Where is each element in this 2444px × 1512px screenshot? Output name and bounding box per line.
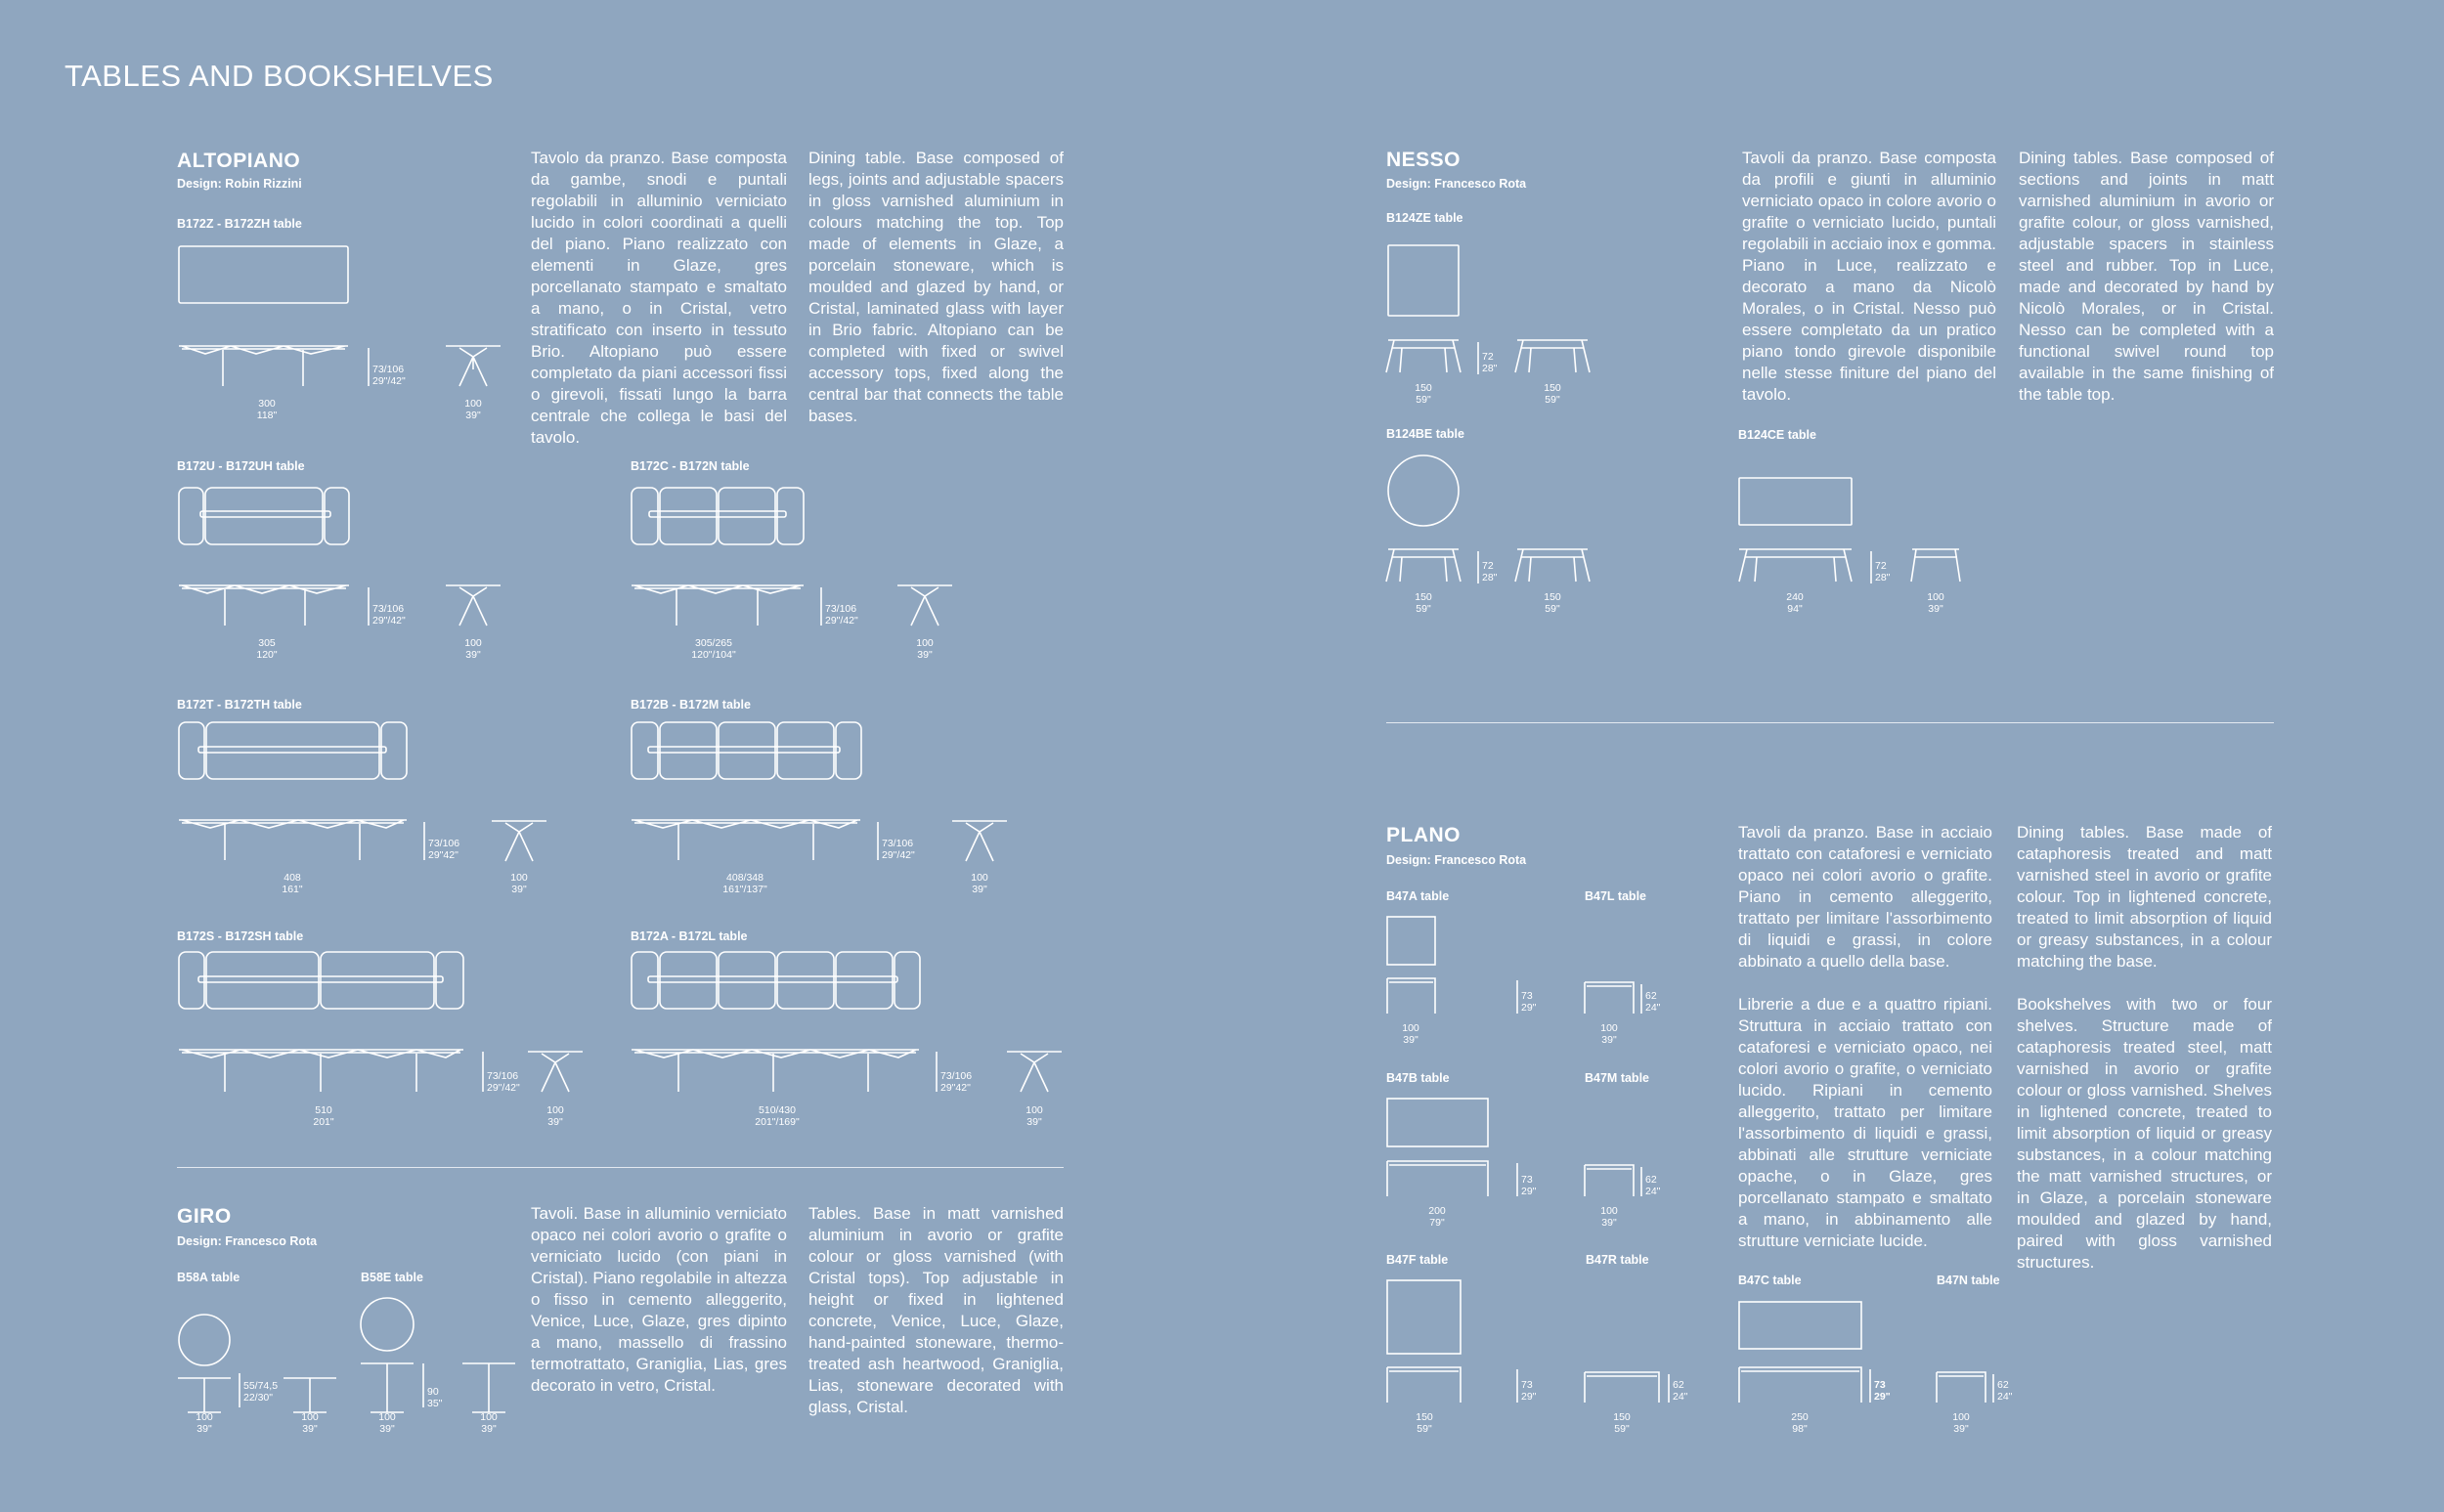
drawing-b172t-top — [179, 722, 407, 779]
description-altopiano-en: Dining table. Base composed of legs, joints and adjustable spacers in gloss varnished aluminium in colours matching the top. Top made of elements in Glaze, a porcelain stoneware, which is moulded and glazed by hand, or Cristal, laminated glass with layer in Brio fabric. Altopiano can be completed with fixed or swivel accessory tops, fixed along the central bar that connects the table bases. — [808, 149, 1064, 425]
section-title-giro: GIRO — [177, 1205, 232, 1228]
description-altopiano-it: Tavolo da pranzo. Base composta da gambe, snodi e puntali regolabili in alluminio verniciato lucido in colori coordinati a quelli del piano. Piano realizzato con elementi in Glaze, gres porcellanato stampato e smaltato a mano, o in Cristal, vetro stratificato con inserto in tessuto Brio. Altopiano può essere completato da piani accessori fissi o girevoli, fissati lungo la barra centrale che collega le basi del tavolo. — [531, 149, 787, 447]
dimension-height: 72 28" — [1482, 351, 1498, 374]
dimension-depth: 100 39" — [464, 637, 482, 661]
dimension-height: 73 29" — [1521, 1174, 1537, 1197]
drawing-b47l — [1585, 982, 1641, 1014]
drawing-b172t-side — [179, 820, 546, 861]
dimension-height: 62 24" — [1673, 1379, 1688, 1403]
drawing-b47c — [1739, 1302, 1870, 1403]
dimension-width: 510 201" — [313, 1104, 334, 1128]
drawing-b172b-top — [632, 722, 861, 779]
designer-altopiano: Design: Robin Rizzini — [177, 177, 302, 191]
table-label-b172t: B172T - B172TH table — [177, 698, 302, 712]
dimension-height: 73/106 29"/42" — [825, 603, 858, 626]
dimension-height: 73 29" — [1874, 1379, 1891, 1403]
dimension-height: 73/106 29"42" — [428, 838, 460, 861]
dimension-depth: 150 59" — [1544, 591, 1561, 615]
table-label-b172c: B172C - B172N table — [631, 459, 750, 473]
dimension-width: 100 39" — [1600, 1205, 1618, 1229]
drawing-b47m — [1585, 1165, 1641, 1196]
drawing-b172c-top — [632, 488, 804, 544]
dimension-depth: 150 59" — [1544, 382, 1561, 406]
dimension-width: 408/348 161"/137" — [722, 872, 767, 895]
dimension-depth: 100 39" — [1026, 1104, 1043, 1128]
drawing-b172z-side — [179, 346, 501, 386]
dimension-height: 73/106 29"/42" — [882, 838, 915, 861]
drawing-b172s-top — [179, 952, 463, 1009]
table-label-b47b: B47B table — [1386, 1071, 1450, 1085]
dimension-depth: 100 39" — [1927, 591, 1944, 615]
dimension-width: 150 59" — [1416, 1411, 1433, 1435]
dimension-depth: 100 39" — [301, 1411, 319, 1435]
drawing-b47b — [1387, 1099, 1517, 1196]
dimension-width: 250 98" — [1791, 1411, 1809, 1435]
description-giro-it: Tavoli. Base in alluminio verniciato opaco nei colori avorio o grafite o verniciato lucido (con piani in Cristal). Piano regolabile in altezza o fisso in cemento alleggerito, Venice, Luce, Glaze, gres dipinto a mano, massello di frassino termotrattato, Graniglia, Lias, gres decorato in vetro, Cristal. — [531, 1204, 787, 1395]
table-label-b47n: B47N table — [1937, 1274, 2000, 1287]
dimension-width: 100 39" — [378, 1411, 396, 1435]
table-label-b172u: B172U - B172UH table — [177, 459, 305, 473]
dimension-height: 72 28" — [1875, 560, 1891, 583]
section-divider — [177, 1167, 1064, 1168]
dimension-height: 72 28" — [1482, 560, 1498, 583]
section-divider — [1386, 722, 2274, 723]
dimension-height: 73/106 29"/42" — [372, 603, 406, 626]
drawing-b172z-top — [179, 246, 348, 303]
drawing-b172u-side — [179, 585, 501, 626]
section-title-nesso: NESSO — [1386, 149, 1462, 171]
description-nesso-it: Tavoli da pranzo. Base composta da profili e giunti in alluminio verniciato opaco in colore avorio o grafite o verniciato lucido, puntali regolabili in acciaio inox e gomma. Piano in Luce, realizzato e decorato a mano da Nicolò Morales, o in Cristal. Nesso può essere completato da un pratico piano tondo girevole disponibile nelle stesse finiture del piano del tavolo. — [1742, 149, 1996, 404]
designer-nesso: Design: Francesco Rota — [1386, 177, 1527, 191]
dimension-depth: 100 39" — [480, 1411, 498, 1435]
table-label-b47r: B47R table — [1586, 1253, 1649, 1267]
dimension-height: 90 35" — [427, 1386, 443, 1409]
dimension-height: 73/106 29"/42" — [372, 364, 406, 387]
dimension-height: 73/106 29"42" — [940, 1070, 973, 1094]
dimension-depth: 100 39" — [464, 398, 482, 421]
table-label-b47f: B47F table — [1386, 1253, 1449, 1267]
table-label-b47m: B47M table — [1585, 1071, 1649, 1085]
dimension-height: 62 24" — [1997, 1379, 2013, 1403]
table-label-b124ze: B124ZE table — [1386, 211, 1463, 225]
drawing-b172u-top — [179, 488, 349, 544]
designer-giro: Design: Francesco Rota — [177, 1234, 318, 1248]
dimension-width: 150 59" — [1415, 382, 1432, 406]
description-plano-en: Dining tables. Base made of cataphoresis treated and matt varnished steel in avorio or grafite colour. Top in lightened concrete, treated to limit absorption of liquid or greasy substances, in a colour matching the base. Bookshelves with two or four shelves. Structure made of cataphoresis treated steel, matt varnished in avorio or grafite colour or gloss varnished. Shelves in lightened concrete, treated to limit absorption of liquid or greasy substances, in a colour matching the matt varnished structures, or in Glaze, a porcelain stoneware moulded and glazed by hand, paired with gloss varnished structures. — [2017, 823, 2272, 1272]
drawing-b172a-side — [632, 1050, 1062, 1092]
dimension-height: 73 29" — [1521, 1379, 1537, 1403]
drawing-b172b-side — [632, 820, 1007, 861]
dimension-depth: 100 39" — [916, 637, 934, 661]
drawing-b172c-side — [632, 585, 952, 626]
drawing-b172a-top — [632, 952, 920, 1009]
drawing-b124ce — [1739, 478, 1960, 583]
section-title-altopiano: ALTOPIANO — [177, 150, 301, 172]
dimension-width: 200 79" — [1428, 1205, 1446, 1229]
dimension-depth: 100 39" — [971, 872, 988, 895]
dimension-depth: 100 39" — [510, 872, 528, 895]
dimension-width: 305 120" — [256, 637, 278, 661]
table-label-b172z: B172Z - B172ZH table — [177, 217, 302, 231]
page-title: TABLES AND BOOKSHELVES — [65, 59, 494, 93]
drawing-b47a — [1387, 917, 1517, 1014]
dimension-height: 55/74,5 22/30" — [243, 1380, 279, 1404]
dimension-height: 73/106 29"/42" — [487, 1070, 520, 1094]
dimension-width: 150 59" — [1415, 591, 1432, 615]
dimension-depth: 100 39" — [546, 1104, 564, 1128]
description-giro-en: Tables. Base in matt varnished aluminium in avorio or grafite colour or gloss varnished (with Cristal tops). Top adjustable in height or fixed in lightened concrete, Venice, Luce, Glaze, hand-painted stoneware, thermo-treated ash heartwood, Graniglia, Lias, stoneware decorated with glass, Cristal. — [808, 1204, 1064, 1416]
dimension-width: 240 94" — [1786, 591, 1804, 615]
dimension-width: 100 39" — [1600, 1022, 1618, 1046]
description-plano-it: Tavoli da pranzo. Base in acciaio trattato con cataforesi e verniciato opaco nei colori avorio o grafite. Piano in cemento alleggerito, trattato per limitare l'assorbimento di liquidi e grassi, in colore abbinato a quello della base. Librerie a due e a quattro ripiani. Struttura in acciaio trattato con cataforesi e verniciato opaco, nei colori avorio o grafite, o verniciato lucido. Ripiani in cemento alleggerito, trattato per limitare l'assorbimento di liquidi e grassi, abbinati alle strutture verniciate opache, o in Glaze, gres porcellanato stampato e smaltato a mano, in abbinamento alle strutture verniciate lucide. — [1738, 823, 1992, 1250]
dimension-width: 100 39" — [1952, 1411, 1970, 1435]
dimension-width: 408 161" — [282, 872, 303, 895]
table-label-b124ce: B124CE table — [1738, 428, 1816, 442]
designer-plano: Design: Francesco Rota — [1386, 853, 1527, 867]
dimension-height: 73 29" — [1521, 990, 1537, 1014]
dimension-width: 100 39" — [1402, 1022, 1419, 1046]
table-label-b58e: B58E table — [361, 1271, 423, 1284]
drawing-b47n — [1937, 1372, 1993, 1403]
dimension-width: 150 59" — [1613, 1411, 1631, 1435]
drawing-b47r — [1585, 1372, 1669, 1403]
drawing-b172s-side — [179, 1050, 583, 1092]
dimension-width: 100 39" — [196, 1411, 213, 1435]
table-label-b124be: B124BE table — [1386, 427, 1464, 441]
description-nesso-en: Dining tables. Base composed of sections and joints in matt varnished aluminium in avorio or grafite colour, or gloss varnished, adjustable spacers in stainless steel and rubber. Top in Luce, made and decorated by hand by Nicolò Morales, or in Cristal. Nesso can be completed with a functional swivel round top available in the same finishing of the table top. — [2019, 149, 2274, 404]
table-label-b47l: B47L table — [1585, 889, 1646, 903]
table-label-b47c: B47C table — [1738, 1274, 1802, 1287]
table-label-b172s: B172S - B172SH table — [177, 929, 304, 943]
drawing-b47f — [1387, 1280, 1517, 1403]
dimension-width: 510/430 201"/169" — [755, 1104, 800, 1128]
dimension-width: 305/265 120"/104" — [691, 637, 736, 661]
table-label-b172a: B172A - B172L table — [631, 929, 748, 943]
section-title-plano: PLANO — [1386, 824, 1461, 846]
dimension-height: 62 24" — [1645, 1174, 1661, 1197]
table-label-b47a: B47A table — [1386, 889, 1450, 903]
dimension-width: 300 118" — [256, 398, 278, 421]
table-label-b58a: B58A table — [177, 1271, 240, 1284]
table-label-b172b: B172B - B172M table — [631, 698, 751, 712]
dimension-height: 62 24" — [1645, 990, 1661, 1014]
